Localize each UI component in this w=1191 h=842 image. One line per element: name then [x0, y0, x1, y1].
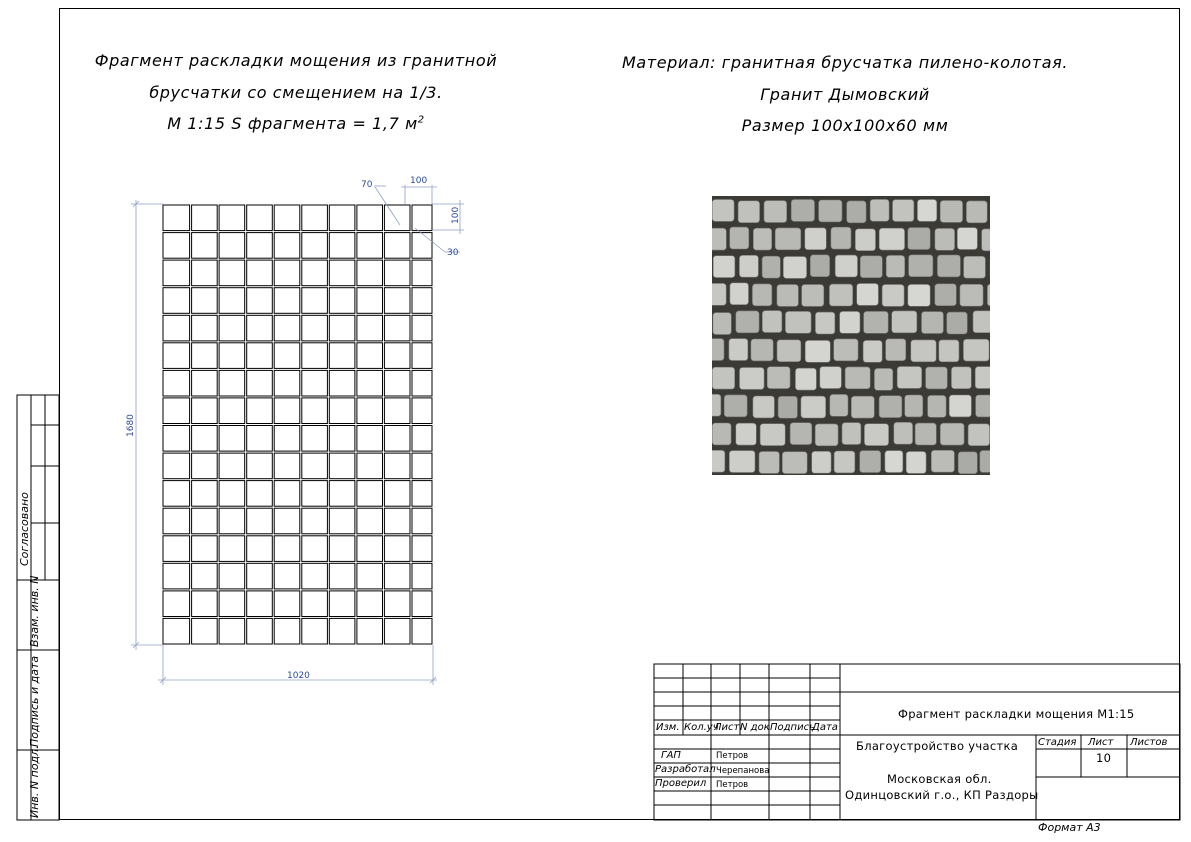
tb-location-2: Одинцовский г.о., КП Раздоры: [845, 788, 1039, 802]
tb-header-izm: Изм.: [656, 722, 680, 733]
tb-name-checked: Петров: [716, 780, 749, 790]
dim-1020: 1020: [287, 671, 310, 681]
left-title-line-2: брусчатки со смещением на 1/3.: [149, 83, 443, 102]
tb-header-podpis: Подпись: [770, 722, 815, 733]
tb-name-developed: Черепанова: [716, 766, 770, 776]
tb-header-data: Дата: [812, 722, 838, 733]
dim-100-right: 100: [451, 206, 461, 224]
tb-sheets-label: Листов: [1130, 737, 1168, 748]
tb-sheet-label: Лист: [1088, 737, 1114, 748]
tb-stage-label: Стадия: [1038, 737, 1077, 748]
tb-header-ndok: N док: [740, 722, 770, 733]
tb-format: Формат А3: [1038, 821, 1101, 834]
tb-header-list: Лист: [714, 722, 740, 733]
tb-object-name: Благоустройство участка: [856, 739, 1019, 753]
right-title-line-3: Размер 100х100х60 мм: [741, 116, 949, 135]
right-title-line-1: Материал: гранитная брусчатка пилено-колотая.: [621, 53, 1069, 72]
tb-role-gap: ГАП: [661, 750, 681, 761]
dim-100-top: 100: [410, 176, 428, 186]
tb-role-checked: Проверил: [655, 778, 707, 789]
left-title-line-1: Фрагмент раскладки мощения из гранитной: [94, 51, 498, 70]
tb-name-gap: Петров: [716, 751, 749, 761]
stamp-orig-inv: Инв. N подл.: [28, 745, 41, 818]
left-title-line-3: М 1:15 S фрагмента = 1,7 $м^2$: [167, 114, 425, 133]
tb-drawing-title: Фрагмент раскладки мощения М1:15: [898, 707, 1135, 721]
right-title-line-2: Гранит Дымовский: [760, 85, 930, 104]
tb-role-developed: Разработал: [655, 764, 716, 775]
tb-sheet-value: 10: [1096, 751, 1112, 765]
dim-1680: 1680: [126, 414, 136, 437]
stamp-swap-inv: Взам. инв. N: [28, 575, 41, 647]
tb-header-kolich: Кол.уч: [684, 722, 719, 733]
stamp-sign-date: Подпись и дата: [28, 655, 41, 747]
stamp-agreed: Согласовано: [18, 492, 31, 566]
dim-70: 70: [361, 180, 373, 190]
tb-location-1: Московская обл.: [887, 772, 992, 786]
dim-30: 30: [447, 248, 459, 258]
